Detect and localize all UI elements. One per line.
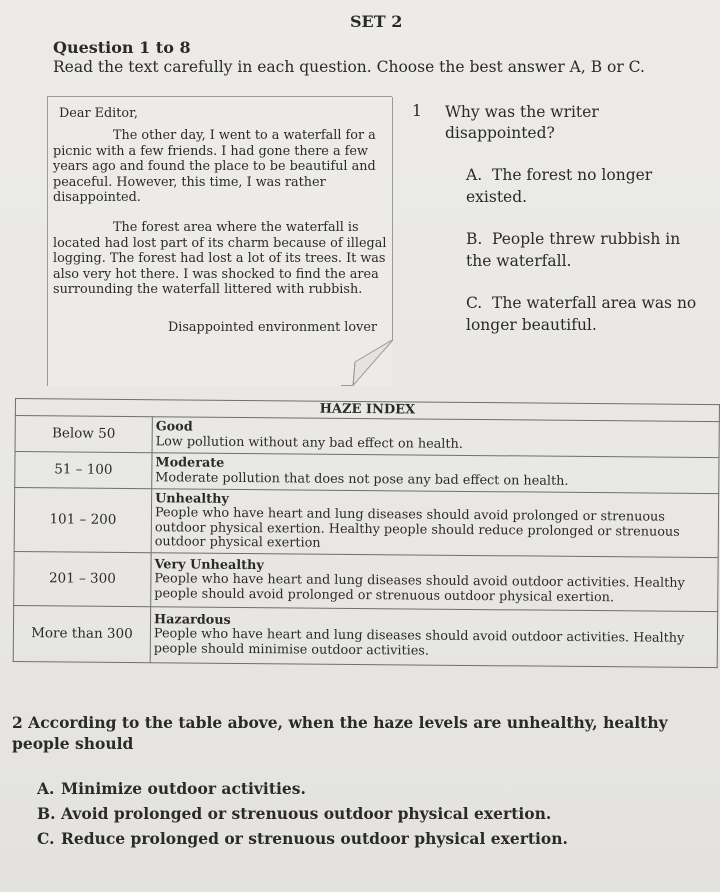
option-letter: B.: [466, 230, 483, 248]
letter-box: [47, 96, 392, 386]
option-letter: C.: [37, 829, 55, 848]
haze-category: Good: [155, 419, 193, 435]
haze-category: Moderate: [155, 455, 225, 471]
letter-border-right: [392, 97, 393, 341]
question-1-option-b[interactable]: [466, 228, 706, 272]
table-row: [13, 605, 717, 667]
haze-description: People who have heart and lung diseases should avoid outdoor activities. Healthy people should minimise outdoor activities.: [153, 626, 685, 659]
option-letter: A.: [37, 779, 55, 798]
haze-description: Low pollution without any bad effect on health.: [155, 433, 463, 452]
haze-info-cell: [151, 489, 719, 558]
haze-range-cell: Below 50: [15, 416, 152, 453]
letter-paragraph-2: The forest area where the waterfall is located had lost part of its charm because of illegal logging. The forest had lost a lot of its trees. It was also very hot there. I was shocked to find the area surrounding the waterfall littered with rubbish.: [53, 220, 387, 297]
option-text: The waterfall area was no longer beautiful.: [466, 294, 697, 334]
question-1-option-a[interactable]: [466, 164, 696, 208]
table-title: HAZE INDEX: [15, 399, 719, 422]
question-2-option-c[interactable]: [37, 826, 568, 851]
option-letter: C.: [466, 294, 483, 312]
set-title: SET 2: [350, 12, 403, 31]
table-row: [14, 488, 719, 558]
question-2-text: 2 According to the table above, when the haze levels are unhealthy, healthy people should: [12, 713, 668, 753]
option-text: Minimize outdoor activities.: [61, 779, 306, 798]
question-1-option-c[interactable]: [466, 292, 711, 336]
question-range: Question 1 to 8: [53, 38, 191, 57]
haze-range-cell: 201 – 300: [14, 551, 151, 606]
option-text: Reduce prolonged or strenuous outdoor physical exertion.: [61, 829, 568, 848]
question-2-options: [37, 776, 568, 851]
table-row: [15, 416, 719, 458]
haze-category: Hazardous: [154, 611, 231, 628]
haze-category: Very Unhealthy: [154, 556, 264, 573]
table-row: [15, 452, 719, 494]
haze-info-cell: [151, 553, 718, 612]
option-text: People threw rubbish in the waterfall.: [466, 230, 681, 270]
question-2-option-b[interactable]: [37, 801, 568, 826]
haze-description: People who have heart and lung diseases should avoid prolonged or strenuous outdoor physical exertion. Healthy people should reduce prolonged or strenuous outdoor physical exertion: [154, 505, 680, 551]
page-fold-corner: [341, 340, 393, 386]
letter-paragraph-1: The other day, I went to a waterfall for a picnic with a few friends. I had gone there a few years ago and found the place to be beautiful and peaceful. However, this time, I was rather disappointed.: [53, 128, 376, 205]
haze-description: People who have heart and lung diseases should avoid outdoor activities. Healthy people should avoid prolonged or strenuous outdoor physical exertion.: [154, 571, 685, 605]
haze-info-cell: [152, 417, 719, 458]
letter-signoff: Disappointed environment lover: [168, 320, 378, 335]
haze-category: Unhealthy: [155, 490, 229, 507]
table-row: [14, 551, 718, 611]
haze-range-cell: More than 300: [13, 605, 150, 662]
instructions: Read the text carefully in each question. Choose the best answer A, B or C.: [53, 58, 645, 76]
haze-range-cell: 51 – 100: [15, 452, 152, 489]
option-letter: B.: [37, 804, 56, 823]
haze-info-cell: [150, 607, 717, 668]
option-text: The forest no longer existed.: [466, 166, 653, 206]
question-1-text: Why was the writer disappointed?: [445, 103, 599, 142]
haze-range-cell: 101 – 200: [14, 488, 152, 553]
option-text: Avoid prolonged or strenuous outdoor physical exertion.: [61, 804, 552, 823]
haze-index-table: [13, 398, 720, 668]
haze-info-cell: [152, 453, 719, 494]
letter-salutation: Dear Editor,: [59, 106, 138, 121]
question-1-number: 1: [412, 102, 422, 120]
option-letter: A.: [466, 166, 483, 184]
question-2-option-a[interactable]: [37, 776, 568, 801]
haze-description: Moderate pollution that does not pose any bad effect on health.: [155, 469, 569, 489]
